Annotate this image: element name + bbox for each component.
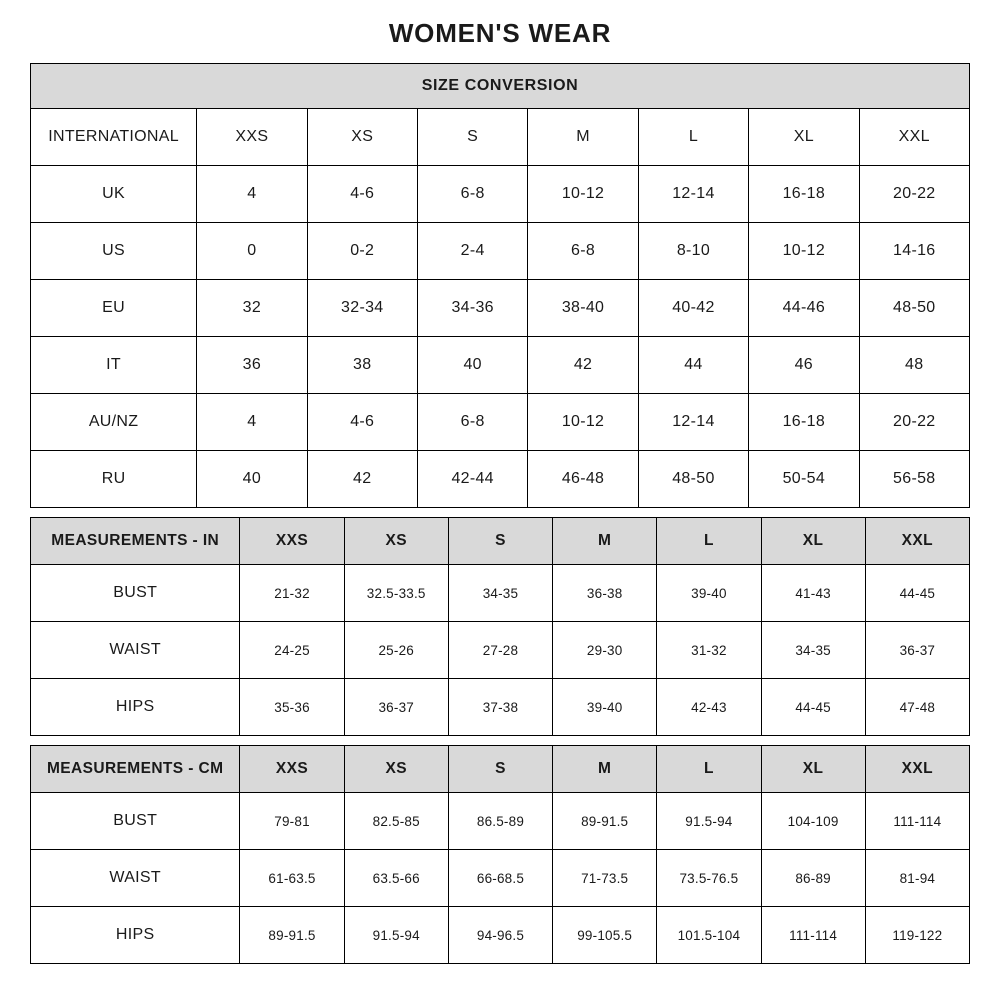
size-cell: 20-22 bbox=[859, 394, 969, 451]
column-header: L bbox=[638, 109, 748, 166]
size-cell: 20-22 bbox=[859, 166, 969, 223]
size-cell: 44 bbox=[638, 337, 748, 394]
column-header: L bbox=[657, 746, 761, 793]
row-label: BUST bbox=[31, 793, 240, 850]
size-cell: 2-4 bbox=[417, 223, 527, 280]
size-cell: 39-40 bbox=[553, 679, 657, 736]
size-cell: 79-81 bbox=[240, 793, 344, 850]
size-cell: 91.5-94 bbox=[344, 907, 448, 964]
table-row bbox=[31, 451, 970, 508]
size-cell: 40-42 bbox=[638, 280, 748, 337]
header-row bbox=[31, 518, 970, 565]
table-row bbox=[31, 565, 970, 622]
row-label: HIPS bbox=[31, 907, 240, 964]
header-row bbox=[31, 746, 970, 793]
column-header: S bbox=[417, 109, 527, 166]
page-title: WOMEN'S WEAR bbox=[388, 18, 612, 48]
size-cell: 38 bbox=[307, 337, 417, 394]
size-cell: 32-34 bbox=[307, 280, 417, 337]
size-cell: 40 bbox=[197, 451, 307, 508]
size-cell: 41-43 bbox=[761, 565, 865, 622]
size-cell: 6-8 bbox=[528, 223, 638, 280]
row-label: BUST bbox=[31, 565, 240, 622]
row-label: IT bbox=[31, 337, 197, 394]
column-header: M bbox=[528, 109, 638, 166]
column-header: XXS bbox=[197, 109, 307, 166]
corner-header: INTERNATIONAL bbox=[31, 109, 197, 166]
size-cell: 94-96.5 bbox=[448, 907, 552, 964]
size-cell: 63.5-66 bbox=[344, 850, 448, 907]
size-cell: 4-6 bbox=[307, 394, 417, 451]
row-label: HIPS bbox=[31, 679, 240, 736]
column-header: XL bbox=[761, 518, 865, 565]
size-cell: 34-36 bbox=[417, 280, 527, 337]
size-cell: 0-2 bbox=[307, 223, 417, 280]
corner-header: MEASUREMENTS - IN bbox=[31, 518, 240, 565]
table-row bbox=[31, 850, 970, 907]
size-cell: 61-63.5 bbox=[240, 850, 344, 907]
size-cell: 4 bbox=[197, 166, 307, 223]
column-header: XL bbox=[761, 746, 865, 793]
column-header: XS bbox=[344, 518, 448, 565]
size-cell: 111-114 bbox=[865, 793, 969, 850]
size-cell: 99-105.5 bbox=[553, 907, 657, 964]
size-cell: 24-25 bbox=[240, 622, 344, 679]
size-cell: 36 bbox=[197, 337, 307, 394]
size-cell: 42 bbox=[528, 337, 638, 394]
size-cell: 111-114 bbox=[761, 907, 865, 964]
size-cell: 4-6 bbox=[307, 166, 417, 223]
size-cell: 40 bbox=[417, 337, 527, 394]
size-cell: 46-48 bbox=[528, 451, 638, 508]
size-cell: 44-45 bbox=[761, 679, 865, 736]
column-header: XS bbox=[307, 109, 417, 166]
size-cell: 35-36 bbox=[240, 679, 344, 736]
table-row bbox=[31, 394, 970, 451]
size-cell: 48 bbox=[859, 337, 969, 394]
size-cell: 46 bbox=[749, 337, 859, 394]
column-header: S bbox=[448, 518, 552, 565]
row-label: EU bbox=[31, 280, 197, 337]
row-label: UK bbox=[31, 166, 197, 223]
size-cell: 36-37 bbox=[865, 622, 969, 679]
size-cell: 66-68.5 bbox=[448, 850, 552, 907]
measurements-in-table bbox=[30, 517, 970, 736]
measurements-cm-table bbox=[30, 745, 970, 964]
column-header: XXL bbox=[865, 518, 969, 565]
size-cell: 12-14 bbox=[638, 166, 748, 223]
table-row bbox=[31, 280, 970, 337]
size-cell: 25-26 bbox=[344, 622, 448, 679]
size-cell: 36-37 bbox=[344, 679, 448, 736]
size-cell: 4 bbox=[197, 394, 307, 451]
size-cell: 56-58 bbox=[859, 451, 969, 508]
table-row bbox=[31, 793, 970, 850]
table-row bbox=[31, 907, 970, 964]
size-cell: 42 bbox=[307, 451, 417, 508]
size-cell: 32.5-33.5 bbox=[344, 565, 448, 622]
size-cell: 6-8 bbox=[417, 166, 527, 223]
column-header: XXS bbox=[240, 518, 344, 565]
column-header: XL bbox=[749, 109, 859, 166]
size-cell: 8-10 bbox=[638, 223, 748, 280]
table-row bbox=[31, 166, 970, 223]
size-cell: 91.5-94 bbox=[657, 793, 761, 850]
size-cell: 119-122 bbox=[865, 907, 969, 964]
size-cell: 12-14 bbox=[638, 394, 748, 451]
column-header: XXL bbox=[865, 746, 969, 793]
column-header: XXL bbox=[859, 109, 969, 166]
size-cell: 101.5-104 bbox=[657, 907, 761, 964]
size-cell: 0 bbox=[197, 223, 307, 280]
row-label: RU bbox=[31, 451, 197, 508]
size-cell: 42-43 bbox=[657, 679, 761, 736]
size-cell: 44-45 bbox=[865, 565, 969, 622]
row-label: WAIST bbox=[31, 622, 240, 679]
size-cell: 10-12 bbox=[749, 223, 859, 280]
column-header: XS bbox=[344, 746, 448, 793]
size-cell: 48-50 bbox=[859, 280, 969, 337]
size-cell: 81-94 bbox=[865, 850, 969, 907]
table-title: SIZE CONVERSION bbox=[31, 64, 970, 109]
corner-header: MEASUREMENTS - CM bbox=[31, 746, 240, 793]
size-cell: 86-89 bbox=[761, 850, 865, 907]
size-cell: 36-38 bbox=[553, 565, 657, 622]
size-cell: 38-40 bbox=[528, 280, 638, 337]
size-cell: 14-16 bbox=[859, 223, 969, 280]
size-cell: 16-18 bbox=[749, 394, 859, 451]
size-cell: 31-32 bbox=[657, 622, 761, 679]
size-cell: 34-35 bbox=[761, 622, 865, 679]
size-cell: 27-28 bbox=[448, 622, 552, 679]
column-header: XXS bbox=[240, 746, 344, 793]
size-conversion-table bbox=[30, 63, 970, 508]
size-cell: 6-8 bbox=[417, 394, 527, 451]
size-cell: 10-12 bbox=[528, 394, 638, 451]
size-cell: 42-44 bbox=[417, 451, 527, 508]
size-cell: 50-54 bbox=[749, 451, 859, 508]
size-cell: 32 bbox=[197, 280, 307, 337]
size-cell: 82.5-85 bbox=[344, 793, 448, 850]
size-cell: 44-46 bbox=[749, 280, 859, 337]
table-row bbox=[31, 337, 970, 394]
size-cell: 16-18 bbox=[749, 166, 859, 223]
table-row bbox=[31, 622, 970, 679]
size-cell: 47-48 bbox=[865, 679, 969, 736]
size-cell: 29-30 bbox=[553, 622, 657, 679]
row-label: US bbox=[31, 223, 197, 280]
size-cell: 89-91.5 bbox=[553, 793, 657, 850]
size-cell: 73.5-76.5 bbox=[657, 850, 761, 907]
size-cell: 89-91.5 bbox=[240, 907, 344, 964]
column-header: S bbox=[448, 746, 552, 793]
header-row bbox=[31, 109, 970, 166]
size-cell: 37-38 bbox=[448, 679, 552, 736]
size-cell: 34-35 bbox=[448, 565, 552, 622]
size-cell: 10-12 bbox=[528, 166, 638, 223]
table-row bbox=[31, 223, 970, 280]
row-label: AU/NZ bbox=[31, 394, 197, 451]
size-cell: 39-40 bbox=[657, 565, 761, 622]
size-cell: 104-109 bbox=[761, 793, 865, 850]
table-row bbox=[31, 679, 970, 736]
column-header: M bbox=[553, 518, 657, 565]
size-cell: 21-32 bbox=[240, 565, 344, 622]
size-cell: 71-73.5 bbox=[553, 850, 657, 907]
size-cell: 86.5-89 bbox=[448, 793, 552, 850]
column-header: L bbox=[657, 518, 761, 565]
size-cell: 48-50 bbox=[638, 451, 748, 508]
row-label: WAIST bbox=[31, 850, 240, 907]
column-header: M bbox=[553, 746, 657, 793]
